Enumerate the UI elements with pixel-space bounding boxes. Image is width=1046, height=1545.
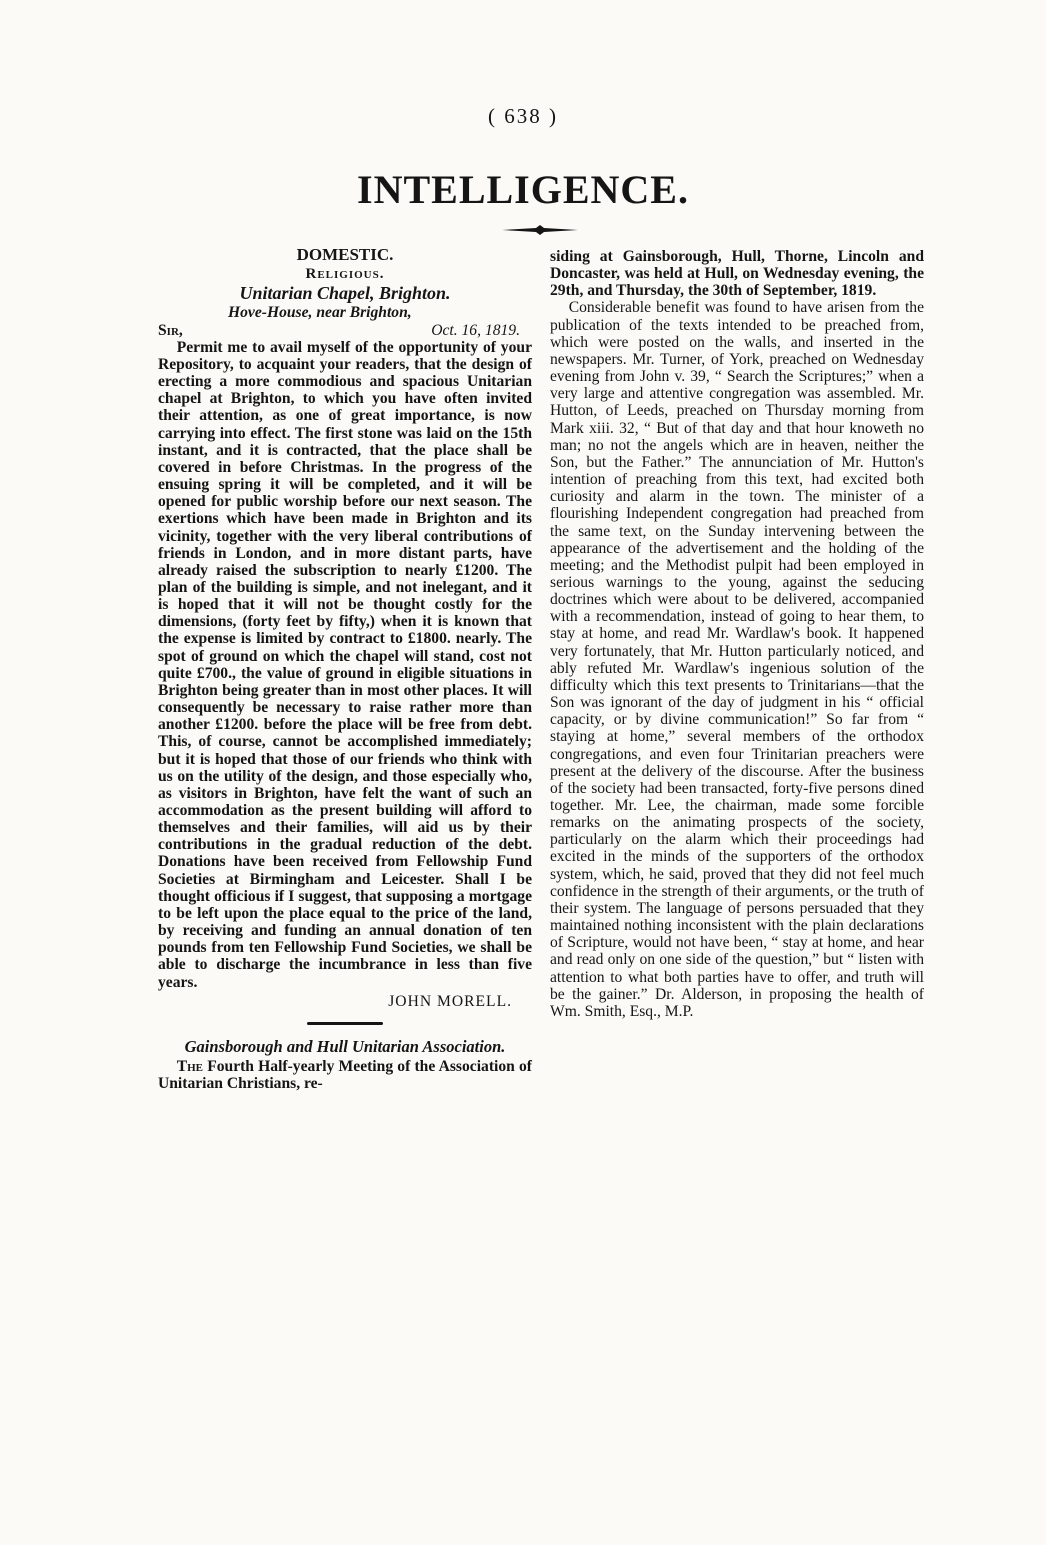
- dateline: Hove-House, near Brighton,: [228, 304, 412, 322]
- association-intro: [158, 1058, 532, 1092]
- subheading-religious: Religious.: [305, 266, 385, 283]
- letter-date: Oct. 16, 1819.: [431, 321, 520, 339]
- association-continuation: siding at Gainsborough, Hull, Thorne, Lincoln and Doncaster, was held at Hull, on Wednesday evening, the 29th, and Thursday, the 30th of September, 1819.: [550, 248, 924, 300]
- ornamental-rule: [500, 224, 580, 236]
- article-title-gainsborough: Gainsborough and Hull Unitarian Association.: [184, 1036, 506, 1056]
- left-column: [158, 246, 532, 1092]
- right-column: [550, 248, 924, 1020]
- meeting-report: Considerable benefit was found to have arisen from the publication of the texts intended to be preached from, which were posted on the walls, and inserted in the newspapers. Mr. Turner, of York, preached on Wednesday evening from John v. 39, “ Search the Scriptures;” when a very large and attentive congregation was assembled. Mr. Hutton, of Leeds, preached on Thursday morning from Mark xiii. 32, “ But of that day and that hour knoweth no man; no not the angels which are in heaven, neither the Son, but the Father.” The annunciation of Mr. Hutton's intention of preaching from this text, had excited both curiosity and alarm in the town. The minister of a flourishing Independent congregation had preached from the same text, on the Sunday intervening between the appearance of the advertisement and the holding of the meeting; and the Methodist pulpit had been employed in serious warnings to the young, against the seducing doctrines which were about to be delivered, accompanied with a recommendation, instead of going to hear them, to stay at home, and read Mr. Wardlaw's book. It happened very fortunately, that Mr. Hutton particularly noticed, and ably refuted Mr. Wardlaw's ingenious solution of the difficulty which this text presents to Trinitarians—that the Son was ignorant of the day of judgment in his “ official capacity, or by divine communication!” So far from “ staying at home,” several members of the orthodox congregations, and even four Trinitarian preachers were present at the delivery of the discourse. After the business of the society had been transacted, forty-five persons dined together. Mr. Lee, the chairman, made some forcible remarks on the animating prospects of the society, particularly on the alarm which their proceedings had excited in the minds of the supporters of the orthodox system, which, he said, proved that they did not feel much confidence in the strength of their arguments, or the truth of their system. The language of persons persuaded that they maintained nothing inconsistent with the plain declarations of Scripture, would not have been, “ stay at home, and hear and read only on one side of the question,” but “ listen with attention to what both parties have to offer, and truth will be the gainer.” Dr. Alderson, in proposing the health of Wm. Smith, Esq., M.P.: [550, 299, 924, 1020]
- association-lead-word: The: [176, 1057, 204, 1075]
- heading-domestic: DOMESTIC.: [296, 245, 394, 264]
- page-number: ( 638 ): [488, 104, 558, 128]
- letter-body: Permit me to avail myself of the opportunity of your Repository, to acquaint your readers, that the design of erecting a more commodious and spacious Unitarian chapel at Brighton, to which you have often invited their attention, as one of great importance, is now carrying into effect. The first stone was laid on the 15th instant, and it is contracted, that the place shall be covered in before Christmas. In the progress of the ensuing spring it will be completed, and it will be opened for public worship before our next season. The exertions which have been made in Brighton and its vicinity, together with the very liberal contributions of friends in London, and in more distant parts, have already raised the subscription to nearly £1200. The plan of the building is simple, and not inelegant, and it is hoped that it will not be thought costly for the dimensions, (forty feet by fifty,) when it is known that the expense is limited by contract to £1800. nearly. The spot of ground on which the chapel will stand, cost not quite £700., the value of ground in eligible situations in Brighton being greater than in most other places. It will consequently be necessary to raise rather more than another £1200. before the place will be free from debt. This, of course, cannot be accomplished immediately; but it is hoped that those of our friends who think with us on the utility of the design, and those especially who, as visitors in Brighton, have felt the want of such an accommodation as the present building will afford to themselves and their families, will aid us by their contributions in the gradual reduction of the debt. Donations have been received from Fellowship Fund Societies at Birmingham and Leicester. Shall I be thought officious if I suggest, that supposing a mortgage to be left upon the place equal to the price of the land, by receiving and funding an annual donation of ten pounds from ten Fellowship Fund Societies, we shall be able to discharge the incumbrance in less than five years.: [158, 338, 532, 991]
- salutation-line: [158, 322, 532, 339]
- section-title: INTELLIGENCE.: [357, 167, 689, 212]
- association-intro-text: Fourth Half-yearly Meeting of the Association of Unitarian Christians, re-: [158, 1057, 532, 1093]
- signature: JOHN MORELL.: [388, 992, 512, 1010]
- divider-rule: [307, 1022, 383, 1025]
- salutation: Sir,: [158, 321, 183, 339]
- article-title-brighton: Unitarian Chapel, Brighton.: [239, 283, 451, 304]
